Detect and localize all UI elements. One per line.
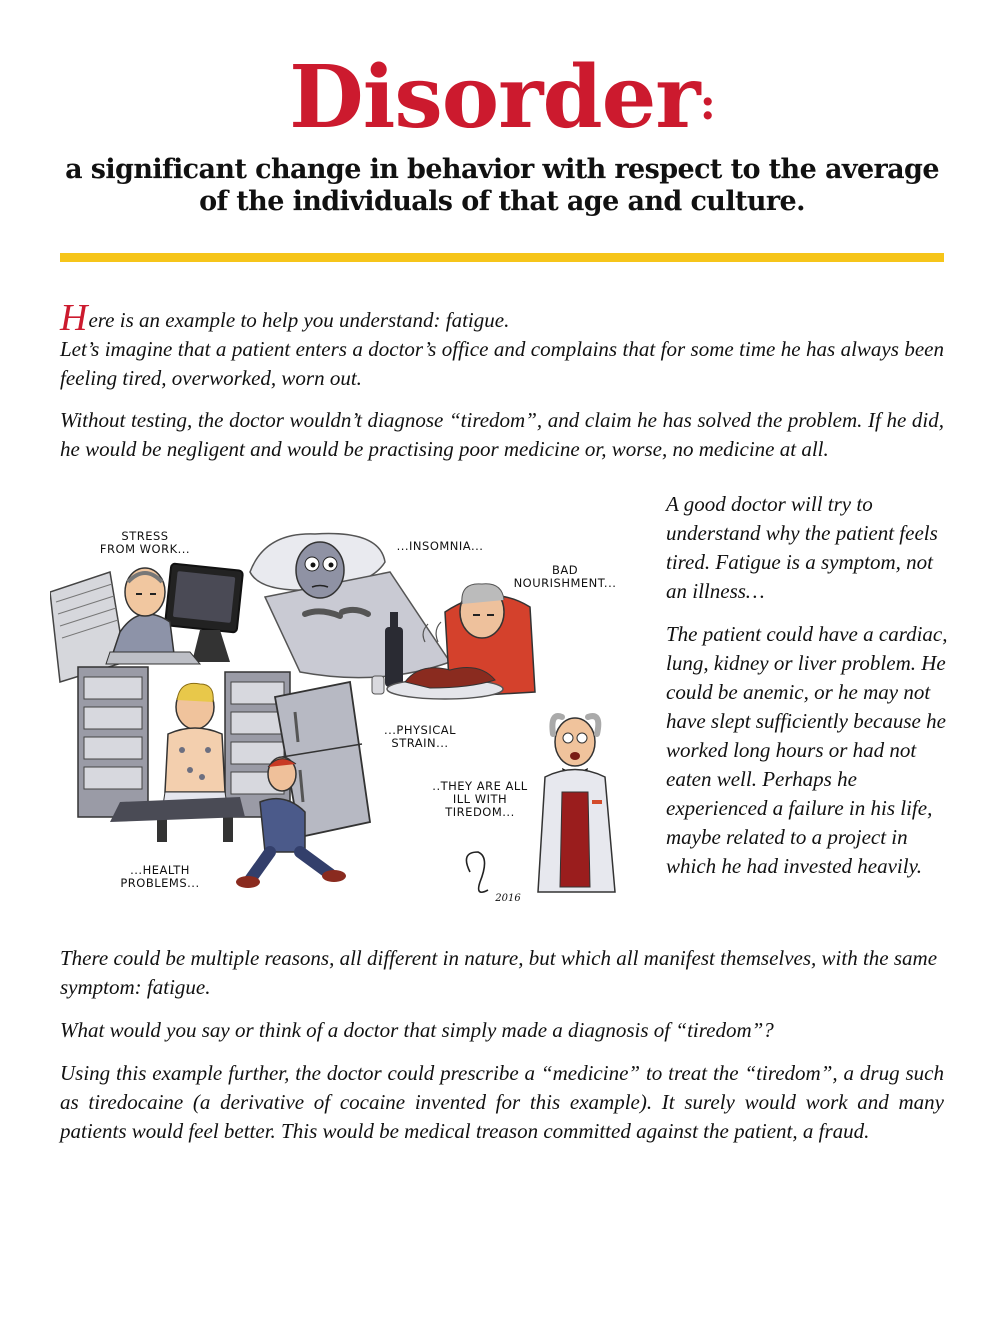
caption-tiredom: ..THEY ARE ALL ILL WITH TIREDOM... [432, 779, 528, 819]
intro-paragraph-1: Let’s imagine that a patient enters a doctor’s office and complains that for some time he has always been feeling tired, overworked, worn out. [60, 337, 944, 390]
page-title [0, 47, 1004, 153]
title-colon: : [699, 79, 715, 130]
doctor-figure [538, 716, 615, 892]
closing-paragraph-2: What would you say or think of a doctor that simply made a diagnosis of “tiredom”? [60, 1018, 774, 1042]
caption-insomnia: ...INSOMNIA... [396, 539, 484, 553]
closing-paragraph-3: Using this example further, the doctor could prescribe a “medicine” to treat the “tiredom”, a drug such as tiredocaine (a derivative of cocaine invented for this example). It surely would work and many patients would feel better. This would be medical treason committed against the patient, a fraud. [60, 1061, 944, 1143]
sidebar-paragraph-1: A good doctor will try to understand why the patient feels tired. Fatigue is a symptom, not an illness… [666, 492, 938, 603]
signature-year: 2016 [495, 893, 521, 904]
caption-strain: ...PHYSICAL STRAIN... [383, 723, 457, 750]
yellow-divider [60, 253, 944, 262]
insomnia-figure [250, 534, 450, 678]
sidebar-paragraph-2: The patient could have a cardiac, lung, kidney or liver problem. He could be anemic, or he may not have slept sufficiently because he worked long hours or had not eaten well. Perhaps he experienced a failure in his life, maybe related to a project in which he had invested heavily. [666, 622, 948, 878]
intro-paragraph-2: Without testing, the doctor wouldn’t diagnose “tiredom”, and claim he has solved the problem. If he did, he would be negligent and would be practising poor medicine or, worse, no medicine at all. [60, 408, 944, 461]
title-word: Disorder [289, 47, 700, 148]
closing-paragraph-1: There could be multiple reasons, all different in nature, but which all manifest themselves, with the same symptom: fatigue. [60, 946, 938, 999]
sidebar-text [666, 490, 956, 881]
intro-lead [60, 297, 944, 339]
caption-stress: STRESS FROM WORK... [99, 529, 191, 556]
cartoon-illustration [50, 512, 640, 912]
intro-lead-text: ere is an example to help you understand: fatigue. [88, 308, 510, 332]
drop-cap: H [60, 297, 88, 339]
caption-nourishment: BAD NOURISHMENT... [513, 563, 617, 590]
office-worker-figure [50, 563, 243, 682]
caption-health: ...HEALTH PROBLEMS... [120, 863, 200, 890]
closing-section [60, 944, 944, 1146]
intro-section [60, 297, 944, 464]
artist-signature [466, 852, 488, 892]
page-subtitle: a significant change in behavior with respect to the average of the individuals of that age and culture. [65, 154, 939, 217]
